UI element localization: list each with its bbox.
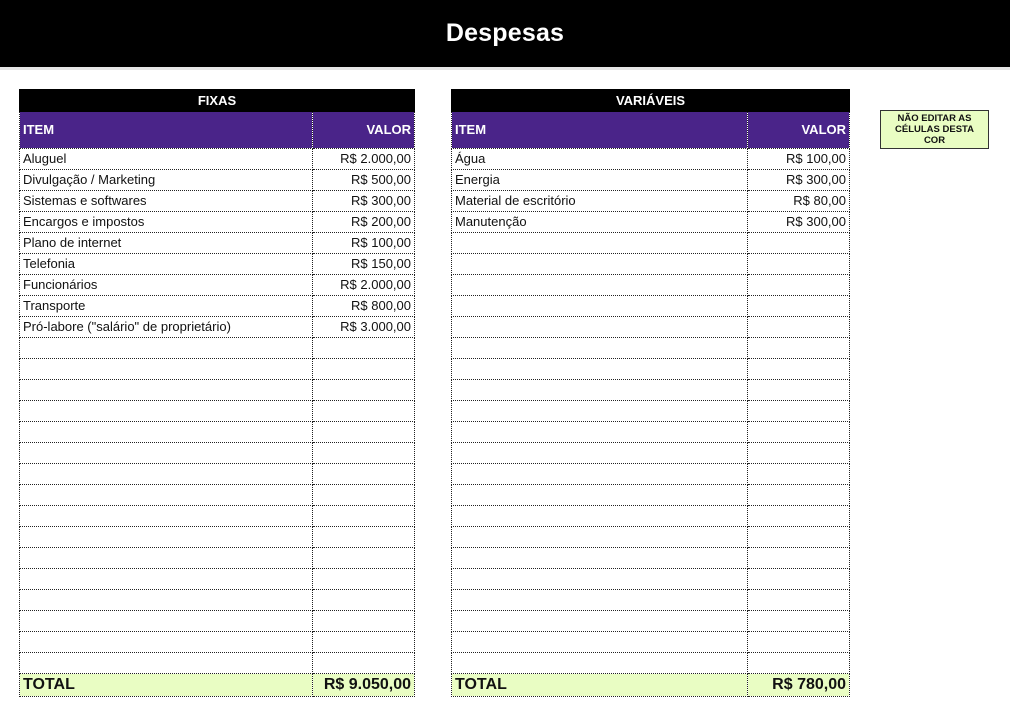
item-cell[interactable] (452, 317, 748, 338)
item-cell[interactable]: Sistemas e softwares (20, 191, 313, 212)
item-cell[interactable] (20, 359, 313, 380)
item-cell[interactable] (452, 296, 748, 317)
table-row (20, 275, 415, 296)
table-row (452, 275, 850, 296)
item-cell[interactable] (452, 569, 748, 590)
valor-cell[interactable]: R$ 2.000,00 (313, 149, 415, 170)
item-cell[interactable] (20, 338, 313, 359)
table-row (20, 401, 415, 422)
item-cell[interactable] (452, 401, 748, 422)
valor-cell[interactable] (313, 422, 415, 443)
table-row (20, 527, 415, 548)
table-row (452, 359, 850, 380)
item-cell[interactable] (452, 443, 748, 464)
table-row (20, 254, 415, 275)
valor-cell[interactable] (748, 233, 850, 254)
fixas-column-valor: VALOR (313, 112, 415, 149)
valor-cell[interactable] (748, 443, 850, 464)
table-row (452, 590, 850, 611)
item-cell[interactable] (452, 254, 748, 275)
valor-cell[interactable]: R$ 150,00 (313, 254, 415, 275)
table-row (20, 569, 415, 590)
valor-cell[interactable]: R$ 200,00 (313, 212, 415, 233)
fixas-total-value: R$ 9.050,00 (313, 674, 415, 697)
table-row (452, 569, 850, 590)
table-row (20, 359, 415, 380)
item-cell[interactable]: Água (452, 149, 748, 170)
table-row (452, 632, 850, 653)
item-cell[interactable] (20, 632, 313, 653)
valor-cell[interactable] (313, 548, 415, 569)
item-cell[interactable]: Energia (452, 170, 748, 191)
table-row (20, 317, 415, 338)
variaveis-total-label: TOTAL (452, 674, 748, 697)
fixas-title: FIXAS (20, 90, 415, 112)
valor-cell[interactable] (313, 653, 415, 674)
item-cell[interactable] (20, 590, 313, 611)
table-row (452, 548, 850, 569)
table-row (452, 611, 850, 632)
valor-cell[interactable]: R$ 3.000,00 (313, 317, 415, 338)
item-cell[interactable]: Pró-labore ("salário" de proprietário) (20, 317, 313, 338)
table-row (20, 548, 415, 569)
item-cell[interactable]: Material de escritório (452, 191, 748, 212)
header-bar (0, 0, 1010, 67)
valor-cell[interactable] (313, 464, 415, 485)
valor-cell[interactable] (313, 380, 415, 401)
item-cell[interactable]: Manutenção (452, 212, 748, 233)
item-cell[interactable] (20, 485, 313, 506)
table-row (452, 527, 850, 548)
item-cell[interactable] (452, 527, 748, 548)
valor-cell[interactable] (748, 359, 850, 380)
valor-cell[interactable]: R$ 800,00 (313, 296, 415, 317)
valor-cell[interactable]: R$ 300,00 (313, 191, 415, 212)
table-row (20, 422, 415, 443)
valor-cell[interactable] (313, 401, 415, 422)
valor-cell[interactable] (748, 317, 850, 338)
variaveis-table (451, 89, 850, 697)
table-row (452, 254, 850, 275)
item-cell[interactable] (20, 506, 313, 527)
valor-cell[interactable] (313, 590, 415, 611)
item-cell[interactable] (452, 380, 748, 401)
item-cell[interactable] (452, 359, 748, 380)
valor-cell[interactable] (313, 506, 415, 527)
legend-text: NÃO EDITAR AS CÉLULAS DESTA COR (895, 113, 974, 146)
table-row (452, 317, 850, 338)
table-row (20, 191, 415, 212)
fixas-column-item: ITEM (20, 112, 313, 149)
page-title: Despesas (445, 19, 565, 47)
item-cell[interactable]: Encargos e impostos (20, 212, 313, 233)
table-row (452, 422, 850, 443)
valor-cell[interactable] (748, 401, 850, 422)
valor-cell[interactable] (748, 380, 850, 401)
table-row (20, 485, 415, 506)
valor-cell[interactable] (748, 275, 850, 296)
valor-cell[interactable] (748, 338, 850, 359)
table-row (452, 485, 850, 506)
table-row (20, 632, 415, 653)
valor-cell[interactable] (313, 611, 415, 632)
valor-cell[interactable] (748, 506, 850, 527)
valor-cell[interactable]: R$ 300,00 (748, 170, 850, 191)
valor-cell[interactable] (748, 527, 850, 548)
table-row (20, 338, 415, 359)
table-row (452, 380, 850, 401)
item-cell[interactable] (20, 569, 313, 590)
valor-cell[interactable]: R$ 300,00 (748, 212, 850, 233)
item-cell[interactable] (20, 548, 313, 569)
valor-cell[interactable]: R$ 80,00 (748, 191, 850, 212)
valor-cell[interactable]: R$ 100,00 (313, 233, 415, 254)
table-row (452, 233, 850, 254)
table-row (20, 233, 415, 254)
table-row (452, 506, 850, 527)
variaveis-total-value: R$ 780,00 (748, 674, 850, 697)
item-cell[interactable] (20, 401, 313, 422)
valor-cell[interactable] (748, 254, 850, 275)
valor-cell[interactable] (748, 296, 850, 317)
table-row (20, 506, 415, 527)
item-cell[interactable]: Divulgação / Marketing (20, 170, 313, 191)
fixas-table (19, 89, 415, 697)
table-row (20, 170, 415, 191)
table-row (20, 212, 415, 233)
table-row (452, 212, 850, 233)
valor-cell[interactable] (313, 527, 415, 548)
item-cell[interactable] (20, 527, 313, 548)
table-row (452, 191, 850, 212)
variaveis-title: VARIÁVEIS (452, 90, 850, 112)
valor-cell[interactable] (748, 632, 850, 653)
table-row (20, 380, 415, 401)
item-cell[interactable] (452, 275, 748, 296)
valor-cell[interactable] (748, 569, 850, 590)
table-row (20, 464, 415, 485)
item-cell[interactable] (452, 632, 748, 653)
table-row (20, 443, 415, 464)
valor-cell[interactable] (748, 422, 850, 443)
item-cell[interactable] (452, 485, 748, 506)
item-cell[interactable] (452, 506, 748, 527)
item-cell[interactable] (452, 464, 748, 485)
table-row (20, 653, 415, 674)
table-row (452, 296, 850, 317)
valor-cell[interactable] (313, 338, 415, 359)
item-cell[interactable] (20, 443, 313, 464)
item-cell[interactable] (452, 338, 748, 359)
table-row (452, 401, 850, 422)
table-row (452, 443, 850, 464)
item-cell[interactable] (452, 233, 748, 254)
valor-cell[interactable] (313, 443, 415, 464)
locked-cells-legend (880, 110, 989, 149)
table-row (452, 149, 850, 170)
item-cell[interactable]: Funcionários (20, 275, 313, 296)
table-row (452, 170, 850, 191)
variaveis-column-item: ITEM (452, 112, 748, 149)
item-cell[interactable]: Telefonia (20, 254, 313, 275)
item-cell[interactable] (20, 653, 313, 674)
item-cell[interactable]: Plano de internet (20, 233, 313, 254)
fixas-total-label: TOTAL (20, 674, 313, 697)
valor-cell[interactable] (313, 569, 415, 590)
valor-cell[interactable] (748, 653, 850, 674)
item-cell[interactable] (20, 464, 313, 485)
valor-cell[interactable] (748, 548, 850, 569)
valor-cell[interactable] (748, 611, 850, 632)
item-cell[interactable] (20, 611, 313, 632)
valor-cell[interactable]: R$ 500,00 (313, 170, 415, 191)
valor-cell[interactable] (748, 464, 850, 485)
item-cell[interactable] (452, 422, 748, 443)
header-divider (0, 67, 1010, 70)
valor-cell[interactable] (748, 485, 850, 506)
table-row (452, 338, 850, 359)
table-row (20, 590, 415, 611)
valor-cell[interactable] (313, 359, 415, 380)
item-cell[interactable] (452, 611, 748, 632)
item-cell[interactable] (20, 380, 313, 401)
item-cell[interactable] (20, 422, 313, 443)
valor-cell[interactable]: R$ 2.000,00 (313, 275, 415, 296)
table-row (20, 296, 415, 317)
valor-cell[interactable]: R$ 100,00 (748, 149, 850, 170)
valor-cell[interactable] (313, 485, 415, 506)
valor-cell[interactable] (313, 632, 415, 653)
table-row (20, 611, 415, 632)
table-row (452, 653, 850, 674)
valor-cell[interactable] (748, 590, 850, 611)
table-row (452, 464, 850, 485)
table-row (20, 149, 415, 170)
variaveis-column-valor: VALOR (748, 112, 850, 149)
item-cell[interactable] (452, 590, 748, 611)
item-cell[interactable] (452, 548, 748, 569)
item-cell[interactable] (452, 653, 748, 674)
item-cell[interactable]: Aluguel (20, 149, 313, 170)
item-cell[interactable]: Transporte (20, 296, 313, 317)
